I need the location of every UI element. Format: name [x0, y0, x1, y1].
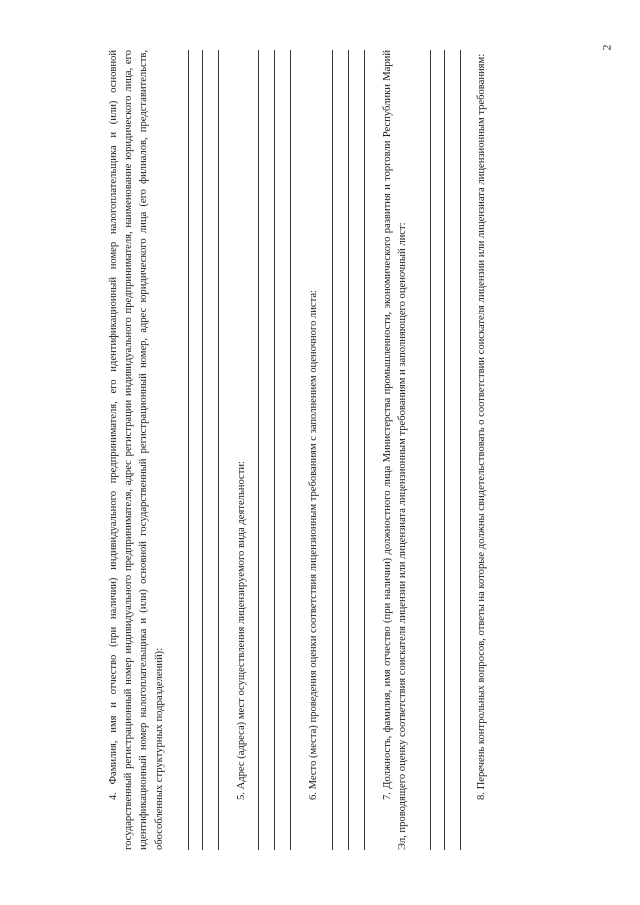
- fill-line: [274, 50, 275, 850]
- document-body: [78, 50, 638, 850]
- section-6-text: 6. Место (места) проведения оценки соответствия лицензионным требованиям с заполнением оценочного листа:: [308, 290, 319, 800]
- fill-line: [258, 50, 259, 850]
- fill-line: [188, 50, 189, 850]
- section-4: [106, 50, 167, 850]
- section-5: [234, 50, 249, 850]
- section-4-text: 4. Фамилия, имя и отчество (при наличии) индивидуального предпринимателя, его идентификационный номер налогоплательщика и (или) основной государственный регистрационный номер индивидуального предпринимателя, адрес регистрации индивидуального предпринимателя, наименование юридического лица, его идентификационный номер налогоплательщика и (или) основной государственный регистрационный номер, адрес юридического лица (его филиалов, представительств, обособленных структурных подразделений):: [108, 50, 165, 850]
- fill-line: [444, 50, 445, 850]
- section-8-text: 8. Перечень контрольных вопросов, ответы на которые должны свидетельствовать о соответствии соискателя лицензии или лицензиата лицензионным требованиям:: [476, 53, 487, 800]
- fill-line: [364, 50, 365, 850]
- section-7-text: 7. Должность, фамилия, имя отчество (при наличии) должностного лица Министерства промышленности, экономического развития и торговли Республики Марий Эл, проводящего оценку соответствия соискателя лицензии или лицензиата лицензионным требованиям и заполняющего оценочный лист:: [382, 50, 409, 850]
- page-number: 2: [599, 44, 614, 51]
- section-5-text: 5. Адрес (адреса) мест осуществления лицензируемого вида деятельности:: [236, 461, 247, 800]
- fill-line: [460, 50, 461, 850]
- fill-line: [290, 50, 291, 850]
- fill-line: [218, 50, 219, 850]
- fill-line: [348, 50, 349, 850]
- section-8: [474, 50, 489, 850]
- section-7: [380, 50, 410, 850]
- section-6: [306, 50, 321, 850]
- fill-line: [430, 50, 431, 850]
- fill-line: [202, 50, 203, 850]
- fill-line: [332, 50, 333, 850]
